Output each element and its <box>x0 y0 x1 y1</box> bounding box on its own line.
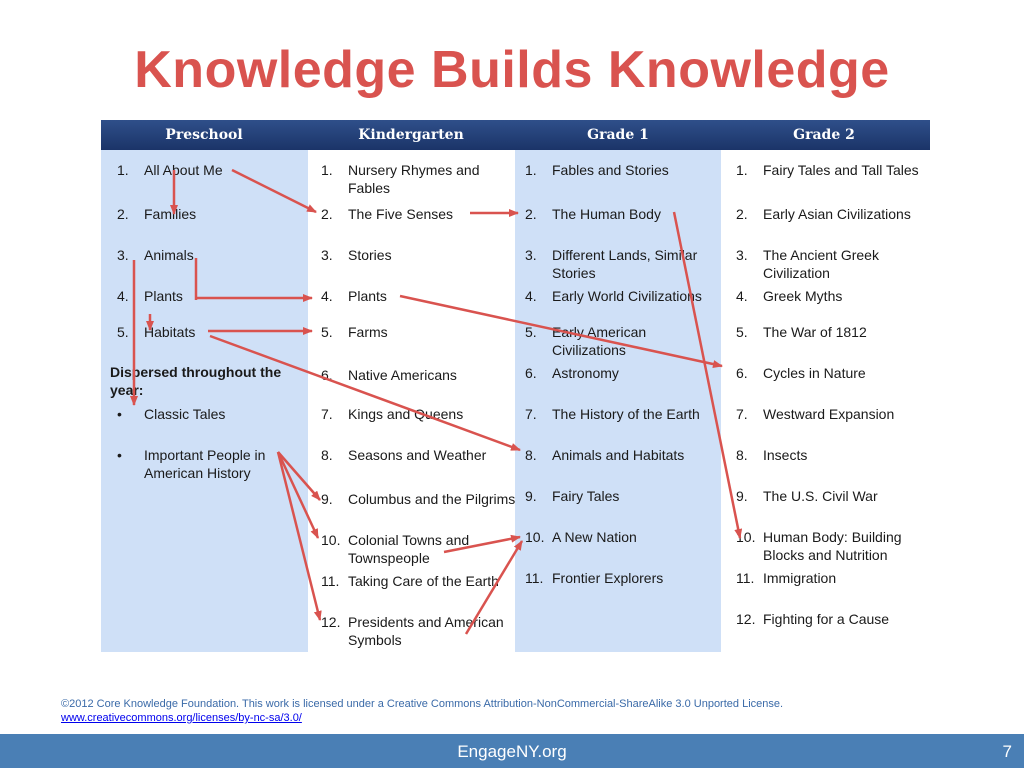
footer-site: EngageNY.org <box>457 742 567 761</box>
header-grade2: Grade 2 <box>793 127 855 143</box>
header-kindergarten: Kindergarten <box>358 127 464 143</box>
page-number: 7 <box>1002 742 1012 761</box>
slide-title: Knowledge Builds Knowledge <box>134 41 890 99</box>
header-preschool: Preschool <box>165 127 243 143</box>
license-notice <box>61 697 783 725</box>
footer-bar <box>0 734 1024 768</box>
curriculum-table: Preschool Kindergarten Grade 1 Grade 2 1. All About Me 2. Families 3. Animals 4. Plants 5. Habitats Dispersed throughout the year: • Classic Tales • Important People in American History 1. Nursery Rhymes and Fables 2. The Five Senses 3. Stories 4. Plants 5. Farms 6. Native Americans 7. Kings and Queens 8. Seasons and Weather 9. Columbus and the Pilgrims 10. Colonial Towns and Townspeople 11. Taking Care of the Earth 12. Presidents and American Symbols 1. Fables and Stories 2. The Human Body 3. Different Lands, Similar Stories 4. Early World Civilizations 5. Early American Civilizations 6. Astronomy 7. The History of the Earth 8. Animals and Habitats 9. Fairy Tales 10. A New Nation 11. Frontier Explorers 1. Fairy Tales and Tall Tales 2. Early Asian Civilizations 3. The Ancient Greek Civilization 4. Greek Myths 5. The War of 1812 6. Cycles in Nature 7. Westward Expansion 8. Insects 9. The U.S. Civil War 10. Human Body: Building Blocks and Nutrition 11. Immigration 12. Fighting for a Cause <box>101 120 930 652</box>
license-link[interactable]: www.creativecommons.org/licenses/by-nc-sa/3.0/ <box>61 712 302 724</box>
dispersed-heading: Dispersed throughout the year: <box>110 364 282 398</box>
header-grade1: Grade 1 <box>587 127 649 143</box>
license-text: ©2012 Core Knowledge Foundation. This work is licensed under a Creative Commons Attribution-NonCommercial-ShareAlike 3.0 Unported License. <box>61 698 784 710</box>
